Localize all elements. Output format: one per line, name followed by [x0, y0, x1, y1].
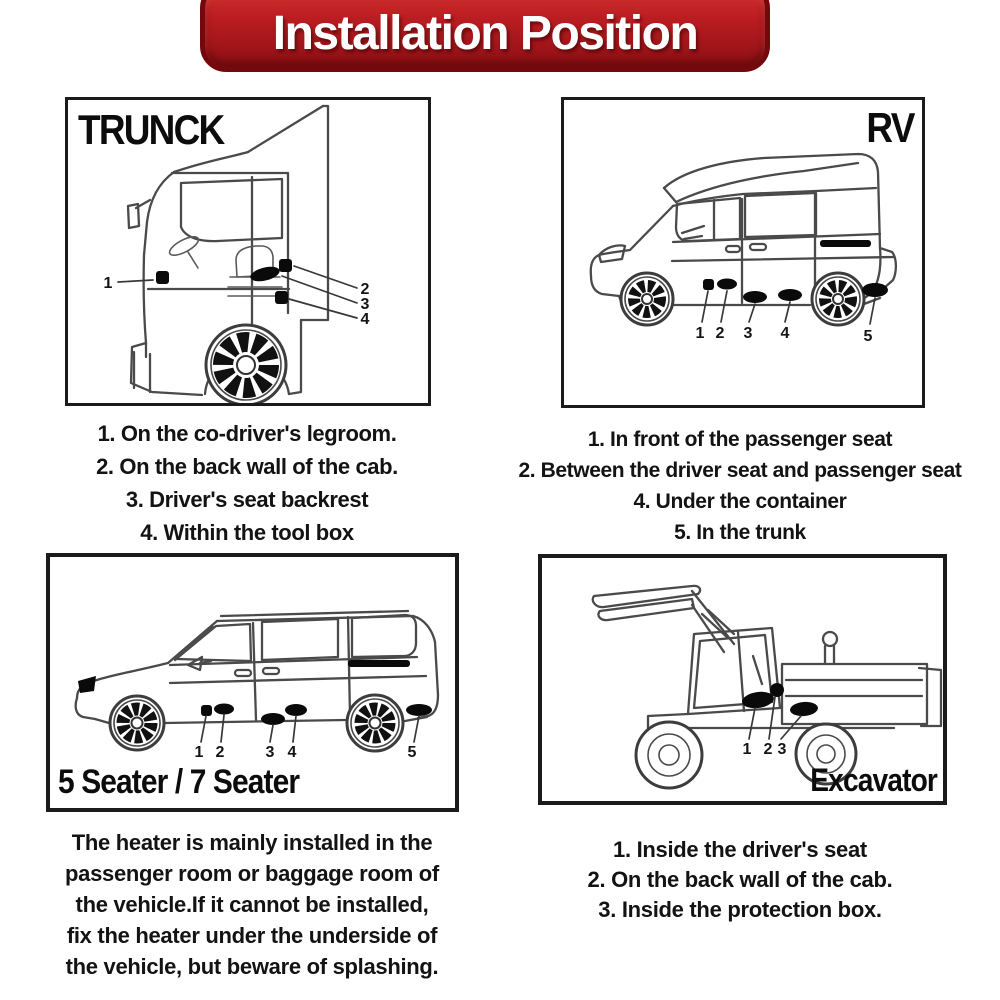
excavator-marker-numbers [743, 741, 787, 758]
caption-rv-line-4: 5. In the trunk [674, 521, 806, 544]
rv-number-2: 2 [715, 325, 725, 342]
excavator-marker-3 [789, 701, 818, 717]
excavator-boom-fork [593, 586, 734, 652]
panel-truck [65, 97, 431, 406]
excavator-marker-2 [770, 683, 784, 697]
caption-rv-line-2: 2. Between the driver seat and passenger seat [518, 459, 962, 482]
truck-marker-2 [279, 259, 292, 272]
caption-seater [26, 827, 478, 982]
rv-windows-doors [676, 193, 816, 303]
seater-headlight [78, 676, 96, 693]
caption-truck [42, 417, 452, 549]
excavator-number-2: 2 [763, 741, 773, 758]
excavator-number-1: 1 [742, 741, 752, 758]
panel-excavator [538, 554, 947, 805]
seater-number-5: 5 [407, 744, 417, 761]
caption-seater-line-5: the vehicle, but beware of splashing. [65, 954, 439, 979]
seater-marker-3 [261, 713, 285, 725]
rv-marker-3 [743, 291, 767, 303]
rv-marker-numbers [696, 325, 873, 345]
caption-excavator-line-3: 3. Inside the protection box. [598, 897, 882, 922]
seater-marker-1 [201, 705, 212, 716]
truck-position-markers [156, 259, 292, 304]
truck-number-2: 2 [360, 281, 370, 298]
excavator-number-3: 3 [777, 741, 787, 758]
caption-seater-line-2: passenger room or baggage room of [65, 861, 439, 886]
caption-seater-line-4: fix the heater under the underside of [66, 923, 438, 948]
rv-marker-1 [703, 279, 714, 290]
caption-excavator-line-1: 1. Inside the driver's seat [613, 837, 867, 862]
caption-truck-line-4: 4. Within the tool box [140, 520, 354, 545]
caption-rv [480, 424, 1000, 548]
caption-truck-line-3: 3. Driver's seat backrest [125, 487, 369, 512]
panel-label-seater: 5 Seater / 7 Seater [58, 763, 300, 801]
page-title: Installation Position [272, 7, 698, 60]
excavator-marker-1 [741, 690, 775, 710]
rv-number-5: 5 [863, 328, 873, 345]
caption-rv-line-3: 4. Under the container [633, 490, 847, 513]
caption-truck-line-1: 1. On the co-driver's legroom. [97, 421, 397, 446]
caption-excavator-line-2: 2. On the back wall of the cab. [587, 867, 893, 892]
panel-label-truck: TRUNCK [78, 106, 224, 153]
rv-number-4: 4 [780, 325, 790, 342]
caption-truck-line-2: 2. On the back wall of the cab. [96, 454, 398, 479]
panel-rv [561, 97, 925, 408]
panel-label-excavator: Excavator [810, 762, 937, 798]
panel-label-rv: RV [866, 104, 914, 151]
caption-seater-line-3: the vehicle.If it cannot be installed, [75, 892, 429, 917]
seater-number-4: 4 [287, 744, 297, 761]
caption-seater-line-1: The heater is mainly installed in the [71, 830, 433, 855]
title-banner [200, 0, 770, 72]
seater-side-trim [348, 660, 410, 667]
truck-marker-1 [156, 271, 169, 284]
seater-marker-4 [285, 704, 307, 716]
seater-marker-2 [214, 704, 234, 715]
rv-side-trim [820, 240, 871, 247]
seater-number-1: 1 [194, 744, 204, 761]
caption-rv-line-1: 1. In front of the passenger seat [587, 428, 893, 451]
rv-number-3: 3 [743, 325, 753, 342]
rv-marker-5 [862, 283, 888, 297]
truck-number-3: 3 [360, 296, 370, 313]
seater-number-2: 2 [215, 744, 225, 761]
truck-interior [167, 233, 282, 296]
truck-marker-3 [249, 264, 281, 284]
rv-marker-4 [778, 289, 802, 301]
truck-wheel [206, 325, 286, 403]
truck-number-4: 4 [360, 311, 370, 328]
truck-marker-4 [275, 291, 288, 304]
rv-number-1: 1 [695, 325, 705, 342]
seater-marker-5 [406, 704, 432, 716]
seater-number-3: 3 [265, 744, 275, 761]
rv-marker-2 [717, 279, 737, 290]
caption-excavator [510, 835, 970, 925]
panel-seater [46, 553, 459, 812]
truck-number-1: 1 [103, 275, 113, 292]
